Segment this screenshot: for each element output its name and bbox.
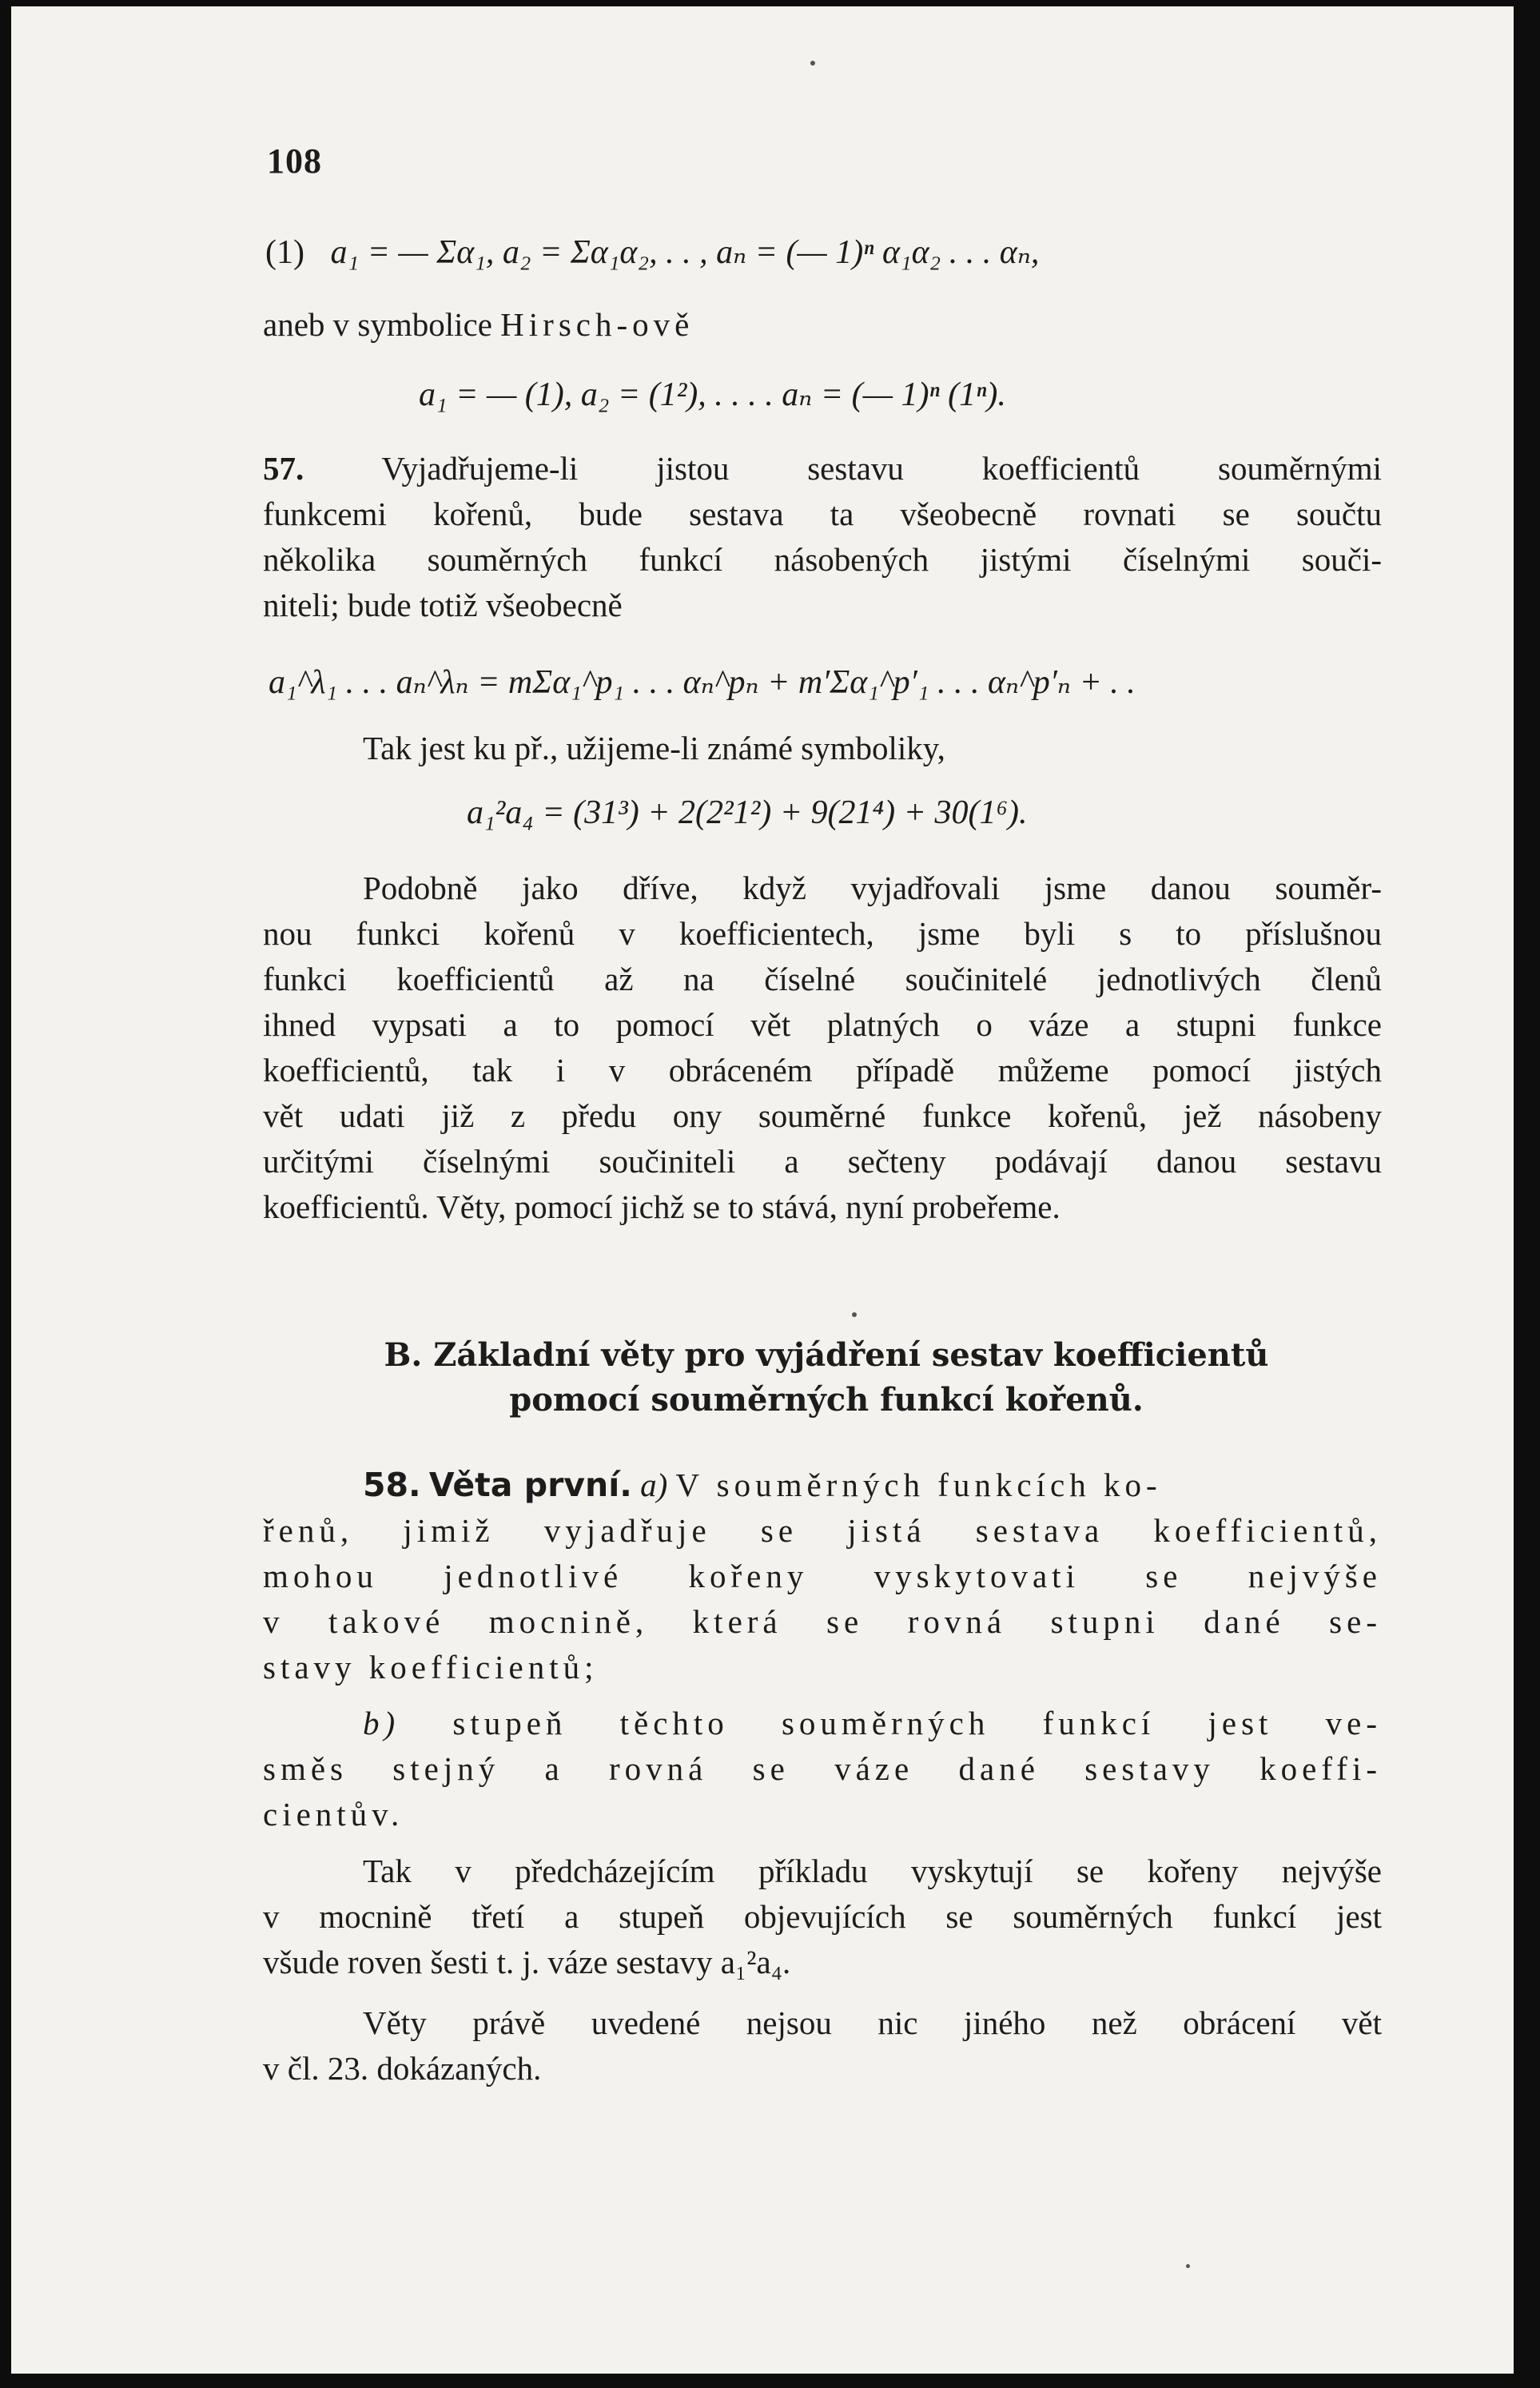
section-58-part-b (263, 1701, 1382, 1837)
hirsch-name: Hirsch-ově (500, 306, 694, 343)
page-number: 108 (267, 141, 322, 181)
closing-line: Věty právě uvedené nejsou nic jiného než obrácení vět (363, 2004, 1382, 2041)
print-speck (852, 1312, 857, 1317)
section-58-first-line: 58. Věta první. a) V souměrných funkcích ko- (363, 1466, 1162, 1504)
section-57-line-4: niteli; bude totiž všeobecně (263, 587, 623, 623)
hirsch-prefix: aneb v symbolice (263, 306, 492, 343)
example-line: v mocnině třetí a stupeň objevujících se souměrných funkcí jest (263, 1898, 1382, 1935)
section-58-number: 58. (363, 1466, 421, 1504)
example-line: Tak v předcházejícím příkladu vyskytují se kořeny nejvýše (363, 1853, 1382, 1889)
formula-2: a₁ = — (1), a₂ = (1²), . . . . aₙ = (— 1)ⁿ (1ⁿ). (419, 376, 1006, 413)
part-b-line: cientův. (263, 1796, 404, 1833)
paragraph-line: koefficientů, tak i v obráceném případě můžeme pomocí jistých (263, 1052, 1382, 1089)
paragraph-line: funkci koefficientů až na číselné součinitelé jednotlivých členů (263, 961, 1382, 997)
section-58-title: Věta první. (428, 1466, 632, 1504)
section-57 (263, 446, 1382, 628)
paragraph-line: Podobně jako dříve, když vyjadřovali jsme danou souměr- (363, 870, 1382, 906)
section-57-line-2: funkcemi kořenů, bude sestava ta všeobecně rovnati se součtu (263, 496, 1382, 532)
part-a-line: stavy koefficientů; (263, 1649, 599, 1686)
section-57-line-1: 57. Vyjadřujeme-li jistou sestavu koefficientů souměrnými (263, 450, 1383, 487)
part-b-line: směs stejný a rovná se váze dané sestavy koeffi- (263, 1750, 1382, 1787)
section-57-line-3: několika souměrných funkcí násobených jistými číselnými souči- (263, 541, 1382, 578)
general-formula: a₁^λ₁ . . . aₙ^λₙ = mΣα₁^p₁ . . . αₙ^pₙ + m′Σα₁^p′₁ . . . αₙ^p′ₙ + . . (269, 664, 1136, 701)
hirsch-line (263, 302, 1382, 348)
closing-line: v čl. 23. dokázaných. (263, 2050, 542, 2087)
section-heading (251, 1333, 1402, 1423)
paragraph-line: určitými číselnými součiniteli a sečteny podávají danou sestavu (263, 1143, 1382, 1180)
formula-1-label: (1) (265, 234, 304, 271)
section-57-number: 57. (263, 450, 304, 487)
formula-1 (265, 232, 1039, 272)
closing-paragraph (263, 2000, 1382, 2091)
print-speck (810, 61, 815, 66)
section-58-part-a (263, 1463, 1382, 1690)
paragraph-line: vět udati již z předu ony souměrné funkce kořenů, jež násobeny (263, 1097, 1382, 1134)
paragraph-similar (263, 866, 1382, 1230)
paragraph-line: koefficientů. Věty, pomocí jichž se to stává, nyní probeřeme. (263, 1188, 1060, 1225)
part-a-line: v takové mocnině, která se rovná stupni dané se- (263, 1603, 1382, 1640)
book-page (11, 6, 1514, 2374)
part-b-first-line: b) stupeň těchto souměrných funkcí jest ve- (363, 1705, 1382, 1741)
example-intro: Tak jest ku př., užijeme-li známé symboliky, (363, 730, 945, 766)
part-b-marker: b) (363, 1705, 400, 1741)
example-paragraph (263, 1849, 1382, 1985)
section-heading-line-1: B. Základní věty pro vyjádření sestav koefficientů (384, 1336, 1269, 1374)
part-a-line: řenů, jimiž vyjadřuje se jistá sestava koefficientů, (263, 1512, 1382, 1549)
formula-1-body: a₁ = — Σα₁, a₂ = Σα₁α₂, . . , aₙ = (— 1)ⁿ α₁α₂ . . . αₙ, (330, 234, 1040, 271)
example-formula: a₁²a₄ = (31³) + 2(2²1²) + 9(21⁴) + 30(1⁶). (467, 794, 1028, 831)
paragraph-line: ihned vypsati a to pomocí vět platných o váze a stupni funkce (263, 1006, 1382, 1043)
part-a-line: mohou jednotlivé kořeny vyskytovati se nejvýše (263, 1558, 1382, 1594)
paragraph-line: nou funkci kořenů v koefficientech, jsme byli s to příslušnou (263, 915, 1382, 952)
part-a-marker: a) (640, 1467, 668, 1503)
example-line: všude roven šesti t. j. váze sestavy a₁²a₄. (263, 1944, 791, 1980)
section-heading-line-2: pomocí souměrných funkcí kořenů. (509, 1381, 1144, 1419)
print-speck (1186, 2264, 1190, 2268)
